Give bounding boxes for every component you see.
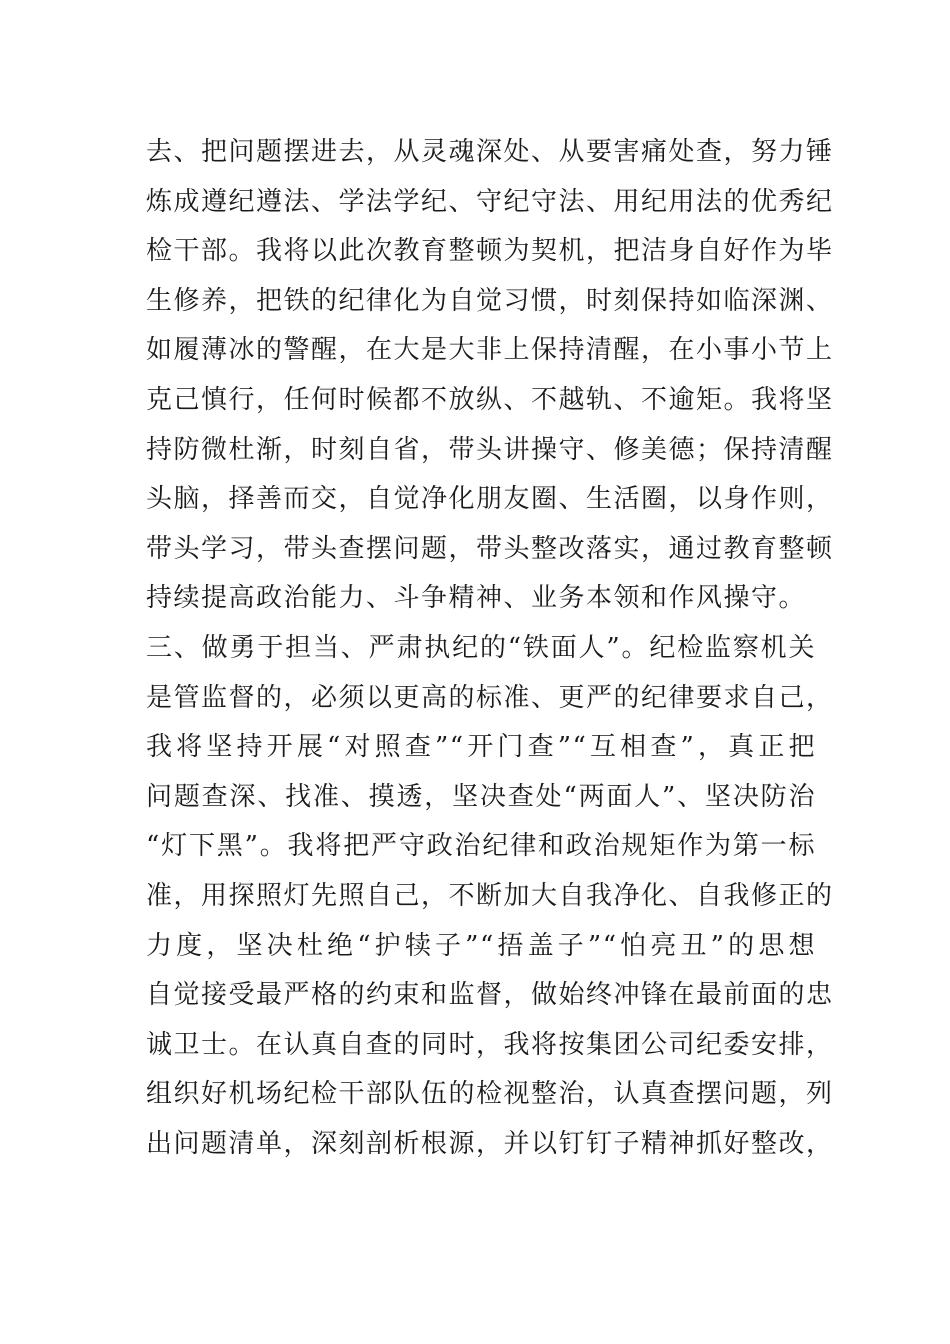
text-line: 生修养，把铁的纪律化为自觉习惯，时刻保持如临深渊、 <box>146 285 834 316</box>
text-line: 准，用探照灯先照自己，不断加大自我净化、自我修正的 <box>146 880 834 911</box>
text-line: 自觉接受最严格的约束和监督，做始终冲锋在最前面的忠 <box>146 980 834 1011</box>
text-line: “灯下黑”。我将把严守政治纪律和政治规矩作为第一标 <box>146 831 816 862</box>
text-line: 问题查深、找准、摸透，坚决查处“两面人”、坚决防治 <box>146 781 816 812</box>
section-heading-line: 三、做勇于担当、严肃执纪的“铁面人”。纪检监察机关 <box>146 632 816 663</box>
text-line: 是管监督的，必须以更高的标准、更严的纪律要求自己， <box>146 682 834 713</box>
text-line: 炼成遵纪遵法、学法学纪、守纪守法、用纪用法的优秀纪 <box>146 186 834 217</box>
text-line: 检干部。我将以此次教育整顿为契机，把洁身自好作为毕 <box>146 236 834 267</box>
text-line: 克己慎行，任何时候都不放纵、不越轨、不逾矩。我将坚 <box>146 384 834 415</box>
text-line: 头脑，择善而交，自觉净化朋友圈、生活圈，以身作则， <box>146 484 834 515</box>
text-line: 出问题清单，深刻剖析根源，并以钉钉子精神抓好整改， <box>146 1128 834 1159</box>
text-line: 持防微杜渐，时刻自省，带头讲操守、修美德；保持清醒 <box>146 434 834 465</box>
text-line: 带头学习，带头查摆问题，带头整改落实，通过教育整顿 <box>146 533 834 564</box>
text-line: 我将坚持开展“对照查”“开门查”“互相查”，真正把 <box>146 732 816 763</box>
text-line: 组织好机场纪检干部队伍的检视整治，认真查摆问题，列 <box>146 1079 834 1110</box>
text-line: 持续提高政治能力、斗争精神、业务本领和作风操守。 <box>146 583 807 614</box>
text-line: 诚卫士。在认真自查的同时，我将按集团公司纪委安排， <box>146 1029 834 1060</box>
text-line: 如履薄冰的警醒，在大是大非上保持清醒，在小事小节上 <box>146 335 834 366</box>
body-text <box>146 128 834 1169</box>
text-line: 力度，坚决杜绝“护犊子”“捂盖子”“怕亮丑”的思想 <box>146 930 816 961</box>
text-line: 去、把问题摆进去，从灵魂深处、从要害痛处查，努力锤 <box>146 137 834 167</box>
